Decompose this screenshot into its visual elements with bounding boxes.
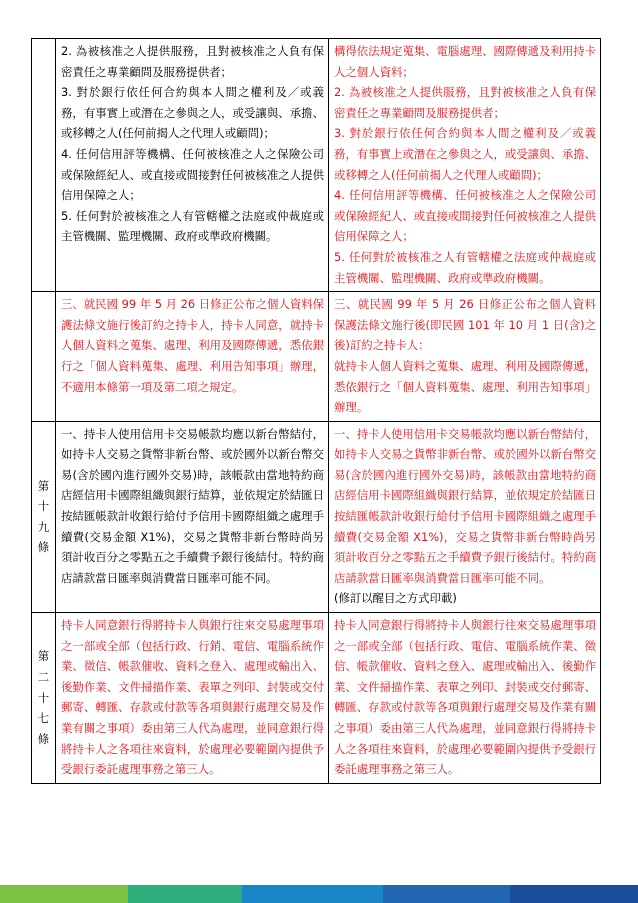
footer-segment [128,885,243,903]
article-cell [32,39,56,292]
footer-segment [510,885,638,903]
revised-text-cell [329,39,601,292]
clause-item: 三、就民國 99 年 5 月 26 日修正公布之個人資料保護法條文施行後(即民國 101 年 10 月 1 日(含)之後)訂約之持卡人： [334,297,596,353]
table-row [32,421,601,612]
clause-item: 4. 任何信用評等機構、任何被核准之人之保險公司或保險經紀人、或直接或間接對任何被核准之人提供信用保障之人； [61,146,324,203]
clause-item: 2. 為被核准之人提供服務，且對被核准之人負有保密責任之專業顧問及服務提供者； [61,44,324,79]
table-row [32,613,601,784]
clause-item: 3. 對於銀行依任何合約與本人間之權利及／或義務，有事實上或潛在之參與之人，或受讓與、承擔、或移轉之人(任何前揭人之代理人或顧問)； [61,85,324,141]
clause-item: 三、就民國 99 年 5 月 26 日修正公布之個人資料保護法條文施行後訂約之持卡人，持卡人同意，就持卡人個人資料之蒐集、處理、利用及國際傳遞，悉依銀行之「個人資料蒐集、處理、利用告知事項」辦理，不適用本條第一項及第二項之規定。 [61,297,324,394]
clause-item: 5. 任何對於被核准之人有管轄權之法庭或仲裁庭或主管機關、監理機關、政府或準政府機關。 [61,208,324,244]
revised-text-cell [329,613,601,784]
article-cell [32,292,56,422]
footer-segment [0,885,128,903]
table-row [32,292,601,422]
clause-item: 持卡人同意銀行得將持卡人與銀行往來交易處理事項之一部或全部（包括行政、行銷、電信、電腦系統作業、徵信、帳款催收、資料之登入、處理或輸出入、後勤作業、文件掃描作業、表單之列印、封裝或交付郵寄、轉匯、存款或付款等各項與銀行處理交易及作業有關之事項）委由第三人代為處理，並同意銀行得將持卡人之各項往來資料，於處理必要範圍內提供予受銀行委託處理事務之第三人。 [61,618,324,777]
clause-item: 就持卡人個人資料之蒐集、處理、利用及國際傳遞，悉依銀行之「個人資料蒐集、處理、利用告知事項」辦理。 [334,358,596,415]
footer-color-bar [0,885,638,903]
clause-item: 一、持卡人使用信用卡交易帳款均應以新台幣結付，如持卡人交易之貨幣非新台幣、或於國外以新台幣交易(含於國內進行國外交易)時，該帳款由當地特約商店經信用卡國際組織與銀行結算，並依規定於結匯日按結匯帳款計收銀行給付予信用卡國際組織之處理手續費(交易金額 X1%)，交易之貨幣非新台幣時尚另須計收百分之零點五之手續費予銀行後結付。特約商店請款當日匯率與消費當日匯率可能不同。 [61,426,324,585]
revised-text-cell [329,421,601,612]
table-row [32,39,601,292]
clause-item: 持卡人同意銀行得將持卡人與銀行往來交易處理事項之一部或全部（包括行政、電信、電腦系統作業、徵信、帳款催收、資料之登入、處理或輸出入、後勤作業、文件掃描作業、表單之列印、封裝或交付郵寄、轉匯、存款或付款等各項與銀行處理交易及作業有關之事項）委由第三人代為處理，並同意銀行得將持卡人之各項往來資料，於處理必要範圍內提供予受銀行委託處理事務之第三人。 [334,618,596,777]
clause-item: 構得依法規定蒐集、電腦處理、國際傳遞及利用持卡人之個人資料； [334,44,596,79]
article-label: 第二十七條 [37,649,50,746]
footer-segment [242,885,382,903]
clause-item: 4. 任何信用評等機構、任何被核准之人之保險公司或保險經紀人、或直接或間接對任何被核准之人提供信用保障之人； [334,188,596,244]
current-text-cell [56,421,329,612]
article-cell [32,613,56,784]
clause-item: 3. 對於銀行依任何合約與本人間之權利及／或義務，有事實上或潛在之參與之人，或受讓與、承擔、或移轉之人(任何前揭人之代理人或顧問)； [334,126,596,182]
comparison-table [31,38,601,784]
current-text-cell [56,292,329,422]
article-cell [32,421,56,612]
clause-item: 2. 為被核准之人提供服務，且對被核准之人負有保密責任之專業顧問及服務提供者； [334,85,596,120]
article-label: 第十九條 [37,478,50,555]
revision-note: (修訂以醒目之方式印載) [334,591,457,606]
footer-segment [383,885,511,903]
clause-item: 5. 任何對於被核准之人有管轄權之法庭或仲裁庭或主管機關、監理機關、政府或準政府機關。 [334,249,596,285]
current-text-cell [56,39,329,292]
current-text-cell [56,613,329,784]
revised-text-cell [329,292,601,422]
clause-item: 一、持卡人使用信用卡交易帳款均應以新台幣結付，如持卡人交易之貨幣非新台幣、或於國外以新台幣交易(含於國內進行國外交易)時，該帳款由當地特約商店經信用卡國際組織與銀行結算，並依規定於結匯日按結匯帳款計收銀行給付予信用卡國際組織之處理手續費(交易金額 X1%)，交易之貨幣非新台幣時尚另須計收百分之零點五之手續費予銀行後結付。特約商店請款當日匯率與消費當日匯率可能不同。 [334,426,596,585]
